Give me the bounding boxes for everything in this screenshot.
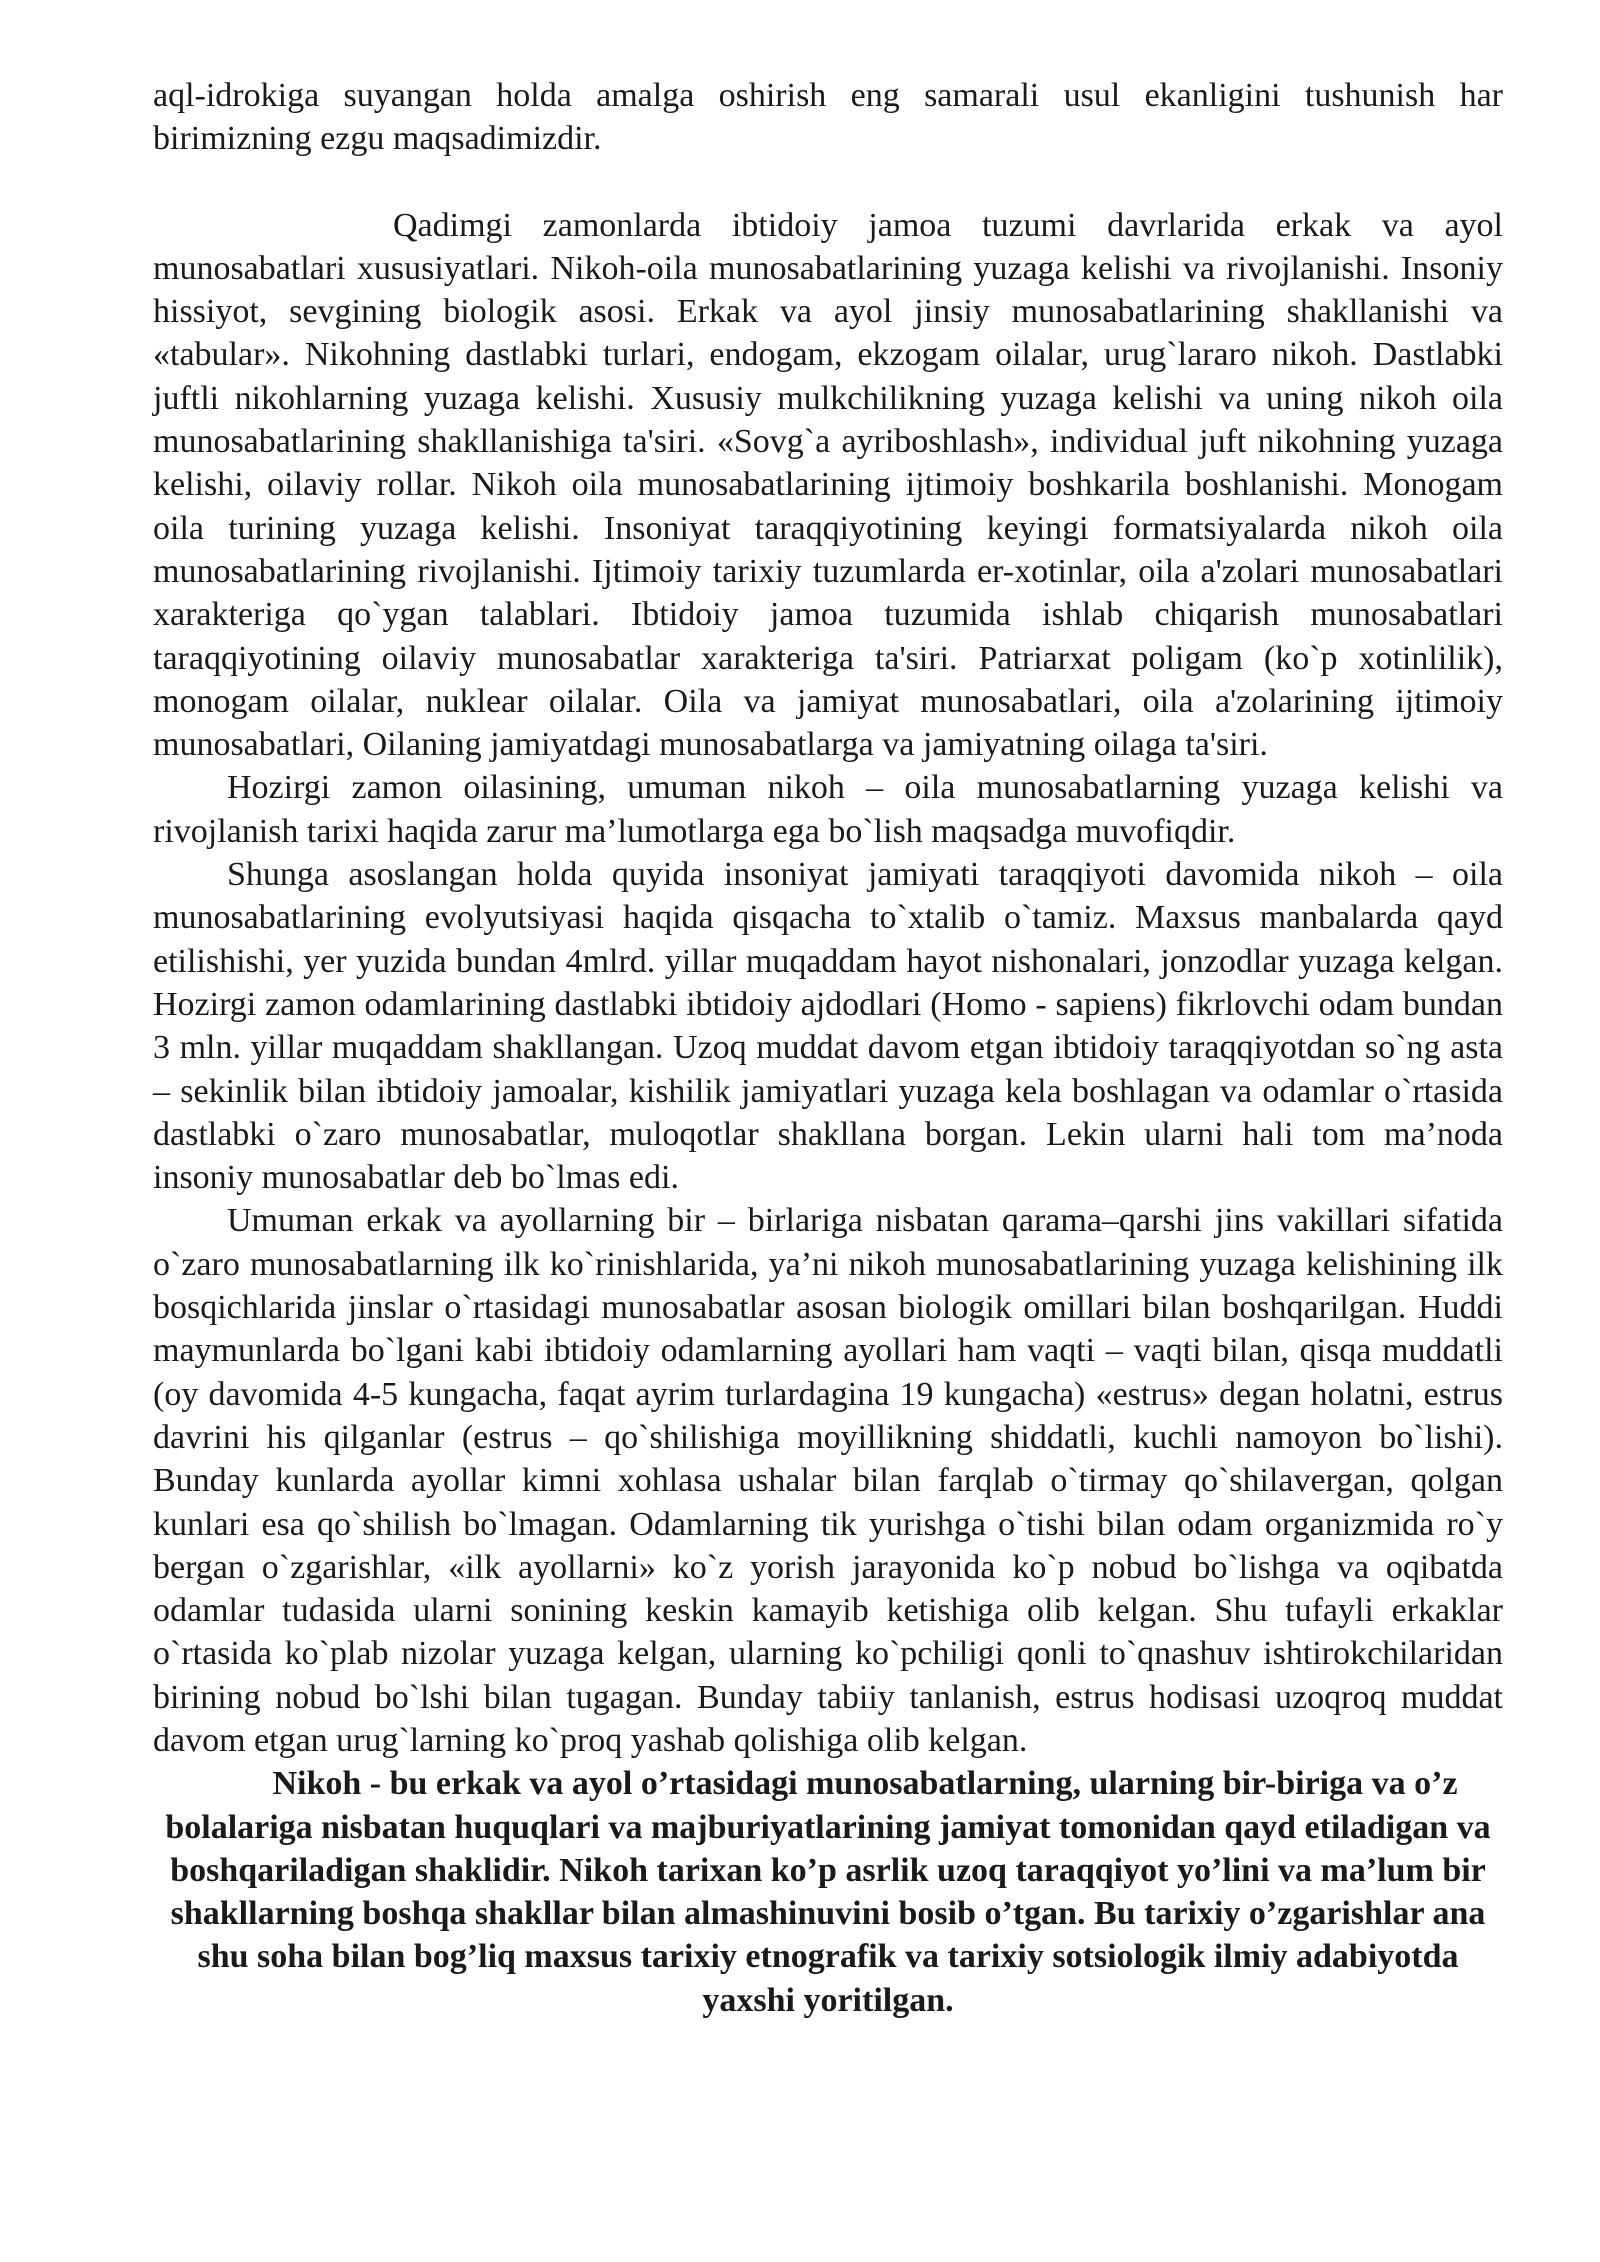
document-page bbox=[153, 74, 1503, 2022]
paragraph-spacer bbox=[153, 161, 1503, 204]
paragraph-intro-continuation: aql-idrokiga suyangan holda amalga oshirish eng samarali usul ekanligini tushunish har birimizning ezgu maqsadimizdir. bbox=[153, 77, 1503, 158]
paragraph-modern-family: Hozirgi zamon oilasining, umuman nikoh – oila munosabatlarning yuzaga kelishi va rivojlanish tarixi haqida zarur ma’lumotlarga ega bo`lish maqsadga muvofiqdir. bbox=[153, 769, 1503, 850]
paragraph-evolution: Shunga asoslangan holda quyida insoniyat jamiyati taraqqiyoti davomida nikoh – oila munosabatlarining evolyutsiyasi haqida qisqacha to`xtalib o`tamiz. Maxsus manbalarda qayd etilishishi, yer yuzida bundan 4mlrd. yillar muqaddam hayot nishonalari, jonzodlar yuzaga kelgan. Hozirgi zamon odamlarining dastlabki ibtidoiy ajdodlari (Homo - sapiens) fikrlovchi odam bundan 3 mln. yillar muqaddam shakllangan. Uzoq muddat davom etgan ibtidoiy taraqqiyotdan so`ng asta – sekinlik bilan ibtidoiy jamoalar, kishilik jamiyatlari yuzaga kela boshlagan va odamlar o`rtasida dastlabki o`zaro munosabatlar, muloqotlar shakllana borgan. Lekin ularni hali tom ma’noda insoniy munosabatlar deb bo`lmas edi. bbox=[153, 856, 1503, 1197]
paragraph-marriage-definition: Nikoh - bu erkak va ayol o’rtasidagi munosabatlarning, ularning bir-biriga va o’z bolalariga nisbatan huquqlari va majburiyatlarining jamiyat tomonidan qayd etiladigan va boshqariladigan shaklidir. Nikoh tarixan ko’p asrlik uzoq taraqqiyot yo’lini va ma’lum bir shakllarning boshqa shakllar bilan almashinuvini bosib o’tgan. Bu tarixiy o’zgarishlar ana shu soha bilan bog’liq maxsus tarixiy etnografik va tarixiy sotsiologik ilmiy adabiyotda yaxshi yoritilgan. bbox=[165, 1765, 1491, 2019]
paragraph-topics-overview: Qadimgi zamonlarda ibtidoiy jamoa tuzumi davrlarida erkak va ayol munosabatlari xususiyatlari. Nikoh-oila munosabatlarining yuzaga kelishi va rivojlanishi. Insoniy hissiyot, sevgining biologik asosi. Erkak va ayol jinsiy munosabatlarining shakllanishi va «tabular». Nikohning dastlabki turlari, endogam, ekzogam oilalar, urug`lararo nikoh. Dastlabki juftli nikohlarning yuzaga kelishi. Xususiy mulkchilikning yuzaga kelishi va uning nikoh oila munosabatlarining shakllanishiga ta'siri. «Sovg`a ayriboshlash», individual juft nikohning yuzaga kelishi, oilaviy rollar. Nikoh oila munosabatlarining ijtimoiy boshkarila boshlanishi. Monogam oila turining yuzaga kelishi. Insoniyat taraqqiyotining keyingi formatsiyalarda nikoh oila munosabatlarining rivojlanishi. Ijtimoiy tarixiy tuzumlarda er-xotinlar, oila a'zolari munosabatlari xarakteriga qo`ygan talablari. Ibtidoiy jamoa tuzumida ishlab chiqarish munosabatlari taraqqiyotining oilaviy munosabatlar xarakteriga ta'siri. Patriarxat poligam (ko`p xotinlilik), monogam oilalar, nuklear oilalar. Oila va jamiyat munosabatlari, oila a'zolarining ijtimoiy munosabatlari, Oilaning jamiyatdagi munosabatlarga va jamiyatning oilaga ta'siri. bbox=[153, 206, 1503, 764]
paragraph-estrus: Umuman erkak va ayollarning bir – birlariga nisbatan qarama–qarshi jins vakillari sifatida o`zaro munosabatlarning ilk ko`rinishlarida, ya’ni nikoh munosabatlarining yuzaga kelishining ilk bosqichlarida jinslar o`rtasidagi munosabatlar asosan biologik omillari bilan boshqarilgan. Huddi maymunlarda bo`lgani kabi ibtidoiy odamlarning ayollari ham vaqti – vaqti bilan, qisqa muddatli (oy davomida 4-5 kungacha, faqat ayrim turlardagina 19 kungacha) «estrus» degan holatni, estrus davrini his qilganlar (estrus – qo`shilishiga moyillikning shiddatli, kuchli namoyon bo`lishi). Bunday kunlarda ayollar kimni xohlasa ushalar bilan farqlab o`tirmay qo`shilavergan, qolgan kunlari esa qo`shilish bo`lmagan. Odamlarning tik yurishga o`tishi bilan odam organizmida ro`y bergan o`zgarishlar, «ilk ayollarni» ko`z yorish jarayonida ko`p nobud bo`lishga va oqibatda odamlar tudasida ularni sonining keskin kamayib ketishiga olib kelgan. Shu tufayli erkaklar o`rtasida ko`plab nizolar yuzaga kelgan, ularning ko`pchiligi qonli to`qnashuv ishtirokchilaridan birining nobud bo`lshi bilan tugagan. Bunday tabiiy tanlanish, estrus hodisasi uzoqroq muddat davom etgan urug`larning ko`proq yashab qolishiga olib kelgan. bbox=[153, 1202, 1503, 1759]
